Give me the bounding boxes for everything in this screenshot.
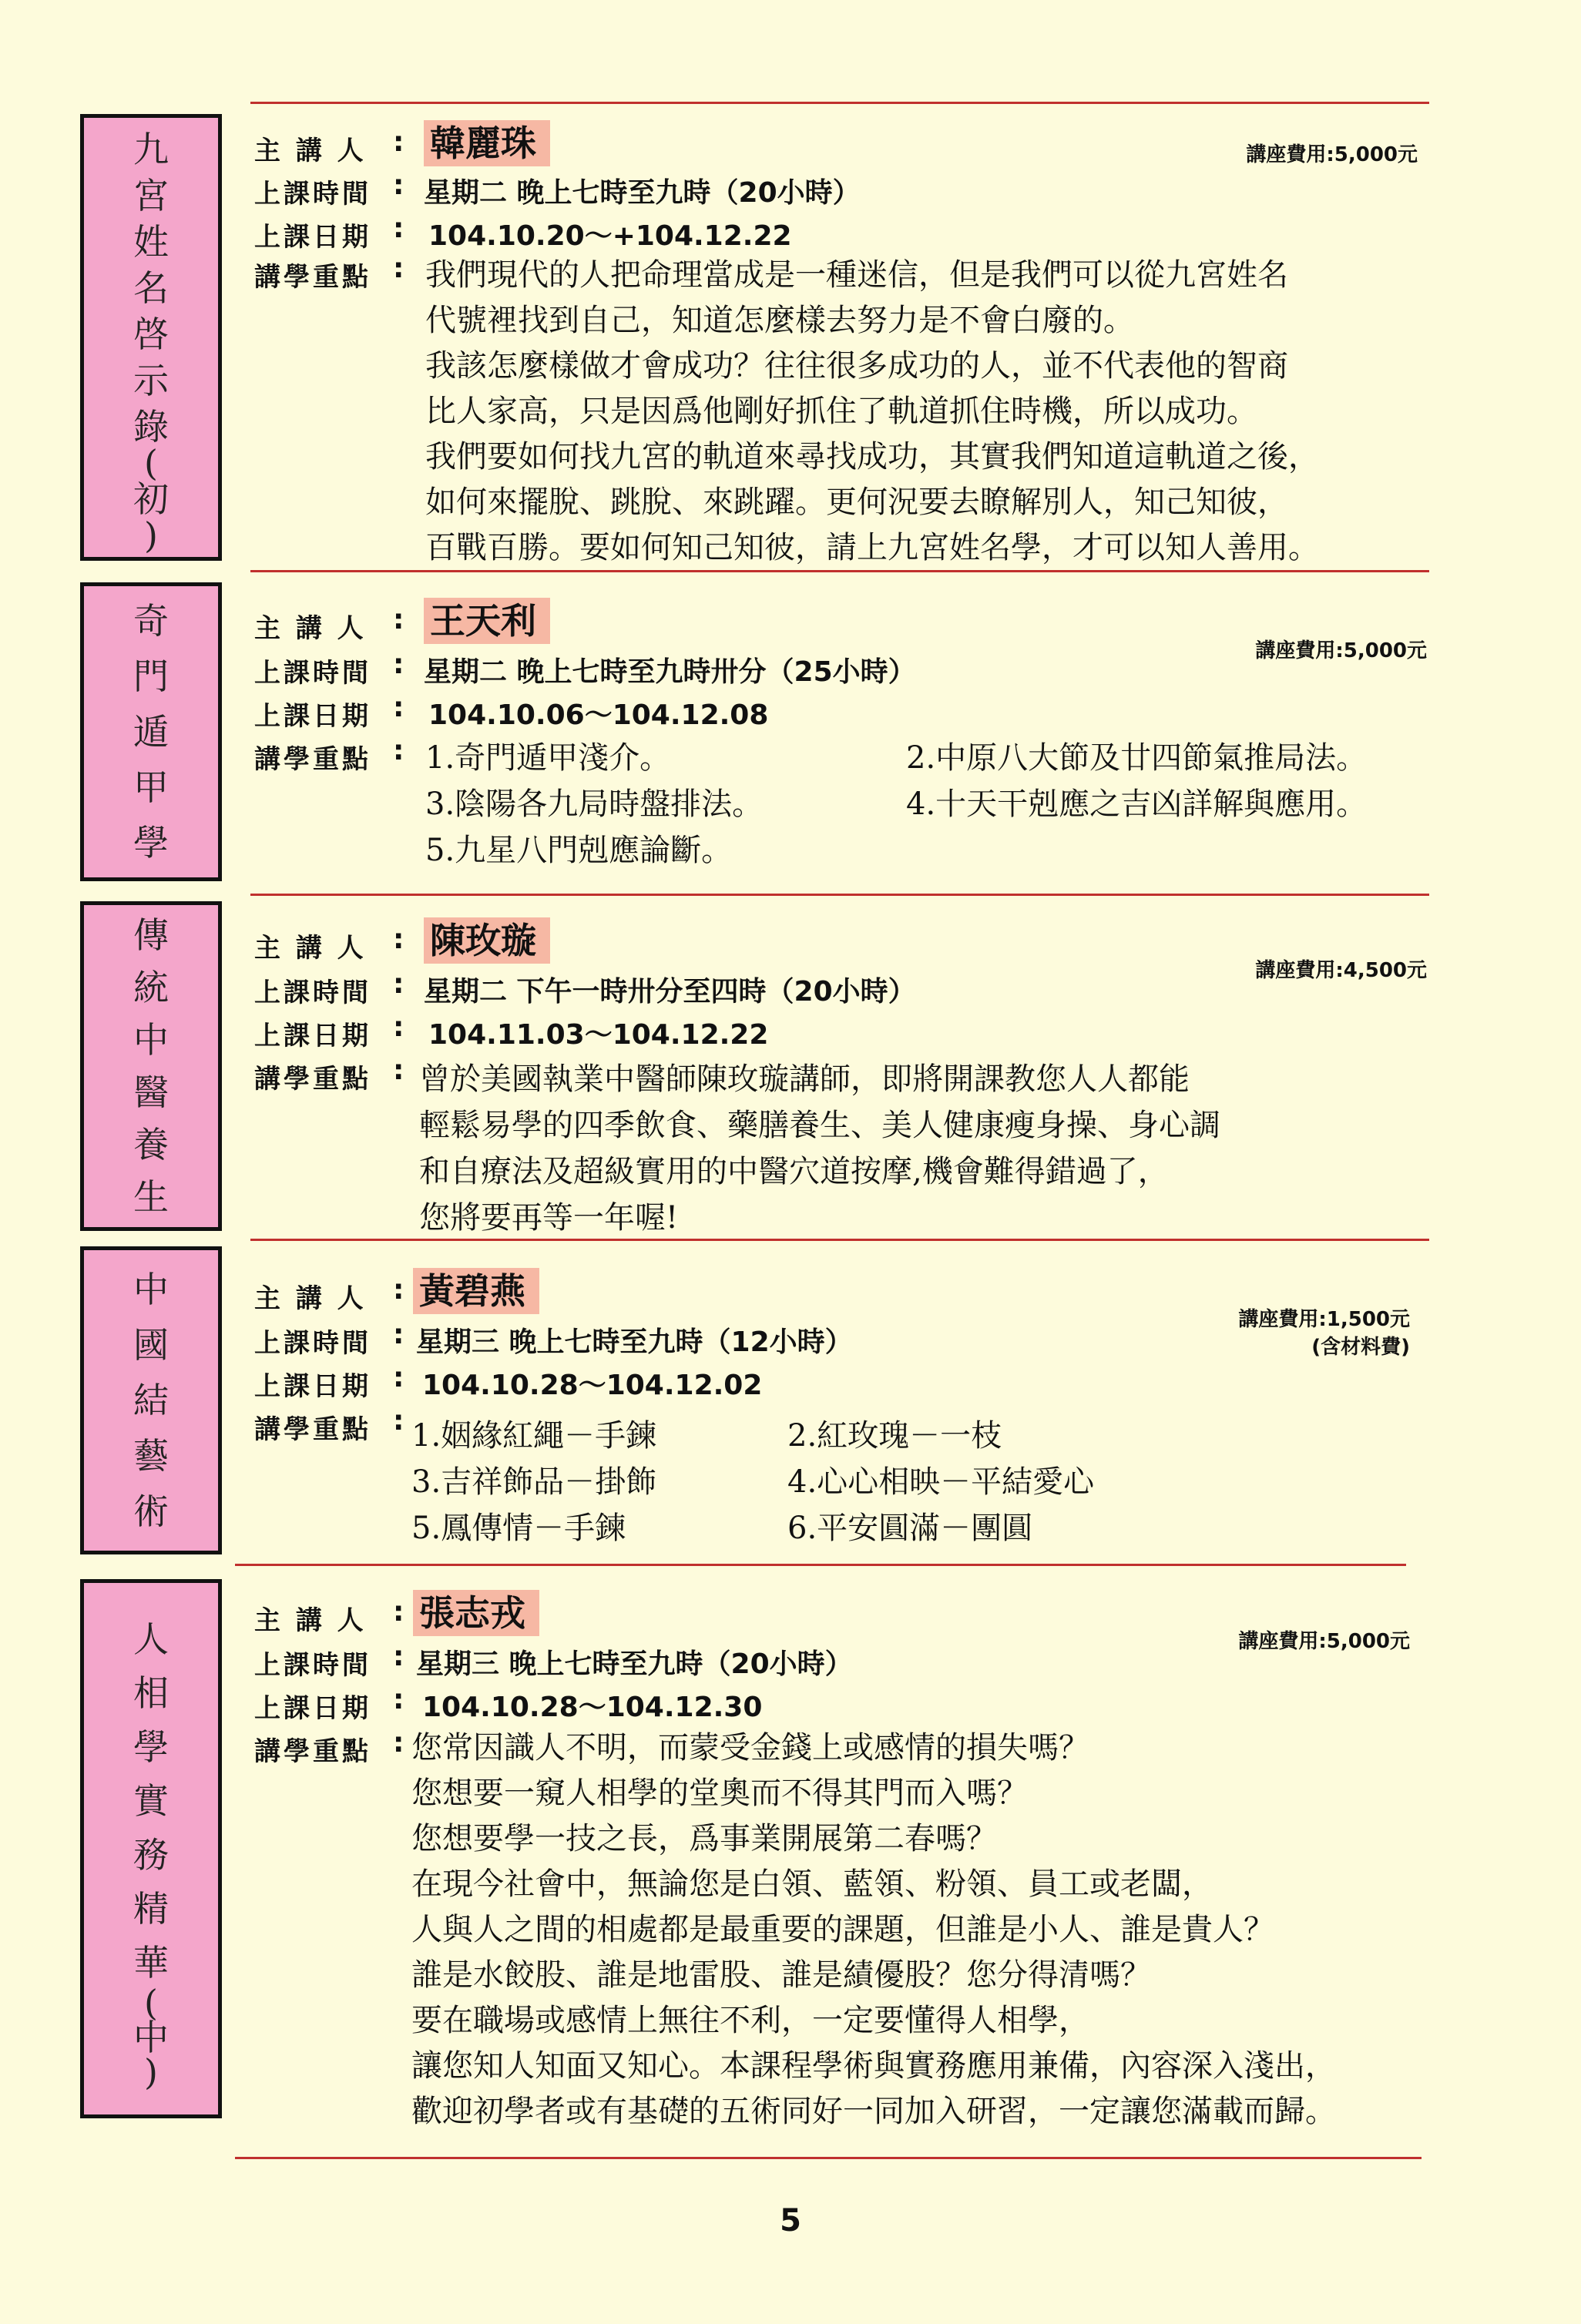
focus-item: 5.鳳傳情－手鍊 xyxy=(411,1511,626,1546)
date-label: 上課日期 xyxy=(254,1693,371,1724)
focus-line: 人與人之間的相處都是最重要的課題，但誰是小人、誰是貴人？ xyxy=(411,1912,1274,1947)
time-label: 上課時間 xyxy=(254,978,371,1008)
class-date: 104.10.20～+104.12.22 xyxy=(428,220,792,252)
focus-line: 您想要一窺人相學的堂奧而不得其門而入嗎？ xyxy=(411,1776,1028,1811)
colon: : xyxy=(393,1641,404,1672)
focus-line: 讓您知人知面又知心。本課程學術與實務應用兼備，內容深入淺出， xyxy=(411,2048,1336,2084)
course-fee: 講座費用:5,000元 xyxy=(1246,143,1418,166)
class-date: 104.10.06～104.12.08 xyxy=(428,699,769,731)
focus-line: 要在職場或感情上無往不利，一定要懂得人相學， xyxy=(411,2003,1089,2038)
title-char: 錄 xyxy=(133,406,169,448)
speaker-label: 主 講 人 xyxy=(254,136,367,166)
focus-item: 3.吉祥飾品－掛飾 xyxy=(411,1464,657,1500)
class-time: 星期三 晚上七時至九時（20小時） xyxy=(416,1648,853,1680)
course-fee: 講座費用:5,000元 xyxy=(1255,639,1427,662)
title-char: 養 xyxy=(133,1124,169,1165)
focus-line: 我們要如何找九宮的軌道來尋找成功，其實我們知道這軌道之後， xyxy=(425,439,1319,475)
title-char: ( xyxy=(144,1982,158,2024)
title-char: 藝 xyxy=(133,1435,169,1477)
colon: : xyxy=(393,604,404,635)
title-char: 術 xyxy=(133,1491,169,1532)
colon: : xyxy=(393,1684,404,1715)
focus-line: 在現今社會中，無論您是白領、藍領、粉領、員工或老闆， xyxy=(411,1866,1213,1902)
page-number: 5 xyxy=(780,2203,801,2238)
date-label: 上課日期 xyxy=(254,701,371,732)
focus-text xyxy=(425,253,1319,571)
focus-text xyxy=(411,1725,1336,2135)
title-char: 甲 xyxy=(133,766,169,808)
focus-item: 4.十天干剋應之吉凶詳解與應用。 xyxy=(906,786,1368,822)
course-title-sidebar xyxy=(80,114,222,561)
focus-item: 1.姻緣紅繩－手鍊 xyxy=(411,1418,657,1454)
focus-label: 講學重點 xyxy=(254,744,371,775)
speaker-label: 主 講 人 xyxy=(254,613,367,644)
class-time: 星期二 下午一時卅分至四時（20小時） xyxy=(424,976,916,1008)
title-char: 門 xyxy=(133,656,169,697)
focus-line: 和自療法及超級實用的中醫穴道按摩,機會難得錯過了， xyxy=(419,1154,1169,1189)
divider-rule xyxy=(250,102,1429,104)
course-section xyxy=(254,593,1533,886)
colon: : xyxy=(393,649,404,680)
date-label: 上課日期 xyxy=(254,1021,371,1051)
focus-line: 我們現代的人把命理當成是一種迷信，但是我們可以從九宮姓名 xyxy=(425,257,1288,293)
course-title-sidebar xyxy=(80,582,222,881)
course-title-sidebar xyxy=(80,1579,222,2118)
title-char: 生 xyxy=(133,1176,169,1218)
divider-rule xyxy=(235,2157,1422,2159)
colon: : xyxy=(393,1362,404,1393)
focus-item: 3.陰陽各九局時盤排法。 xyxy=(425,786,764,822)
course-title-sidebar xyxy=(80,1246,222,1554)
title-char: 傳 xyxy=(133,914,169,956)
course-section xyxy=(254,913,1533,1236)
title-char: 中 xyxy=(133,1269,169,1310)
class-date: 104.10.28～104.12.02 xyxy=(422,1370,763,1401)
class-date: 104.11.03～104.12.22 xyxy=(428,1019,769,1051)
focus-line: 曾於美國執業中醫師陳玫璇講師，即將開課教您人人都能 xyxy=(419,1061,1190,1097)
speaker-label: 主 講 人 xyxy=(254,933,367,964)
focus-label: 講學重點 xyxy=(254,1414,371,1445)
focus-label: 講學重點 xyxy=(254,262,371,293)
colon: : xyxy=(393,1596,404,1628)
title-char: 人 xyxy=(133,1618,169,1660)
focus-line: 代號裡找到自己，知道怎麼樣去努力是不會白廢的。 xyxy=(425,303,1134,338)
colon: : xyxy=(393,692,404,723)
colon: : xyxy=(393,253,404,284)
colon: : xyxy=(393,1011,404,1043)
speaker-name: 張志戎 xyxy=(413,1590,539,1636)
focus-label: 講學重點 xyxy=(254,1064,371,1095)
title-char: 醫 xyxy=(133,1071,169,1113)
title-char: 華 xyxy=(133,1942,169,1984)
course-fee: 講座費用:5,000元 xyxy=(1238,1630,1410,1653)
course-title-sidebar xyxy=(80,901,222,1231)
focus-text xyxy=(419,1056,1220,1241)
title-char: 遁 xyxy=(133,711,169,753)
class-time: 星期三 晚上七時至九時（12小時） xyxy=(416,1326,853,1358)
title-char: 中 xyxy=(133,2017,169,2058)
colon: : xyxy=(393,169,404,201)
focus-line: 您將要再等一年喔! xyxy=(419,1200,679,1236)
course-section xyxy=(254,1263,1533,1564)
title-char: 姓 xyxy=(133,221,169,263)
focus-item: 2.紅玫瑰－一枝 xyxy=(787,1418,1002,1454)
speaker-name: 王天利 xyxy=(424,598,550,644)
date-label: 上課日期 xyxy=(254,1371,371,1402)
colon: : xyxy=(393,924,404,955)
focus-item: 5.九星八門剋應論斷。 xyxy=(425,833,733,868)
time-label: 上課時間 xyxy=(254,1650,371,1681)
title-char: 九 xyxy=(133,129,169,170)
divider-rule xyxy=(235,1564,1406,1566)
course-section xyxy=(254,116,1533,565)
colon: : xyxy=(393,1727,404,1759)
speaker-label: 主 講 人 xyxy=(254,1605,367,1636)
class-time: 星期二 晚上七時至九時（20小時） xyxy=(424,177,861,209)
time-label: 上課時間 xyxy=(254,1328,371,1359)
title-char: 宮 xyxy=(133,175,169,216)
time-label: 上課時間 xyxy=(254,658,371,689)
title-char: 相 xyxy=(133,1672,169,1714)
course-section xyxy=(254,1585,1533,2155)
title-char: 中 xyxy=(133,1019,169,1061)
speaker-name: 陳玫璇 xyxy=(424,917,550,964)
colon: : xyxy=(393,735,404,766)
title-char: ( xyxy=(144,442,158,484)
colon: : xyxy=(393,1274,404,1306)
focus-line: 我該怎麼樣做才會成功？往往很多成功的人，並不代表他的智商 xyxy=(425,348,1288,384)
course-fee: 講座費用:4,500元 xyxy=(1255,959,1427,982)
focus-line: 輕鬆易學的四季飲食、藥膳養生、美人健康瘦身操、身心調 xyxy=(419,1108,1220,1143)
title-char: 務 xyxy=(133,1834,169,1876)
title-char: 啓 xyxy=(133,314,169,355)
speaker-name: 韓麗珠 xyxy=(424,120,550,166)
title-char: 名 xyxy=(133,267,169,309)
focus-line: 歡迎初學者或有基礎的五術同好一同加入研習，一定讓您滿載而歸。 xyxy=(411,2094,1336,2129)
focus-line: 比人家高，只是因爲他剛好抓住了軌道抓住時機，所以成功。 xyxy=(425,394,1257,429)
title-char: 國 xyxy=(133,1324,169,1366)
colon: : xyxy=(393,1405,404,1437)
speaker-name: 黃碧燕 xyxy=(413,1268,539,1314)
date-label: 上課日期 xyxy=(254,222,371,253)
focus-line: 誰是水餃股、誰是地雷股、誰是績優股？您分得清嗎？ xyxy=(411,1957,1151,1993)
title-char: 學 xyxy=(133,1726,169,1768)
title-char: 示 xyxy=(133,360,169,401)
focus-line: 百戰百勝。要如何知己知彼，請上九宮姓名學，才可以知人善用。 xyxy=(425,530,1319,565)
title-char: 實 xyxy=(133,1780,169,1822)
title-char: 結 xyxy=(133,1380,169,1421)
focus-item: 4.心心相映－平結愛心 xyxy=(787,1464,1095,1500)
title-char: 初 xyxy=(133,478,169,520)
title-char: 精 xyxy=(133,1888,169,1930)
colon: : xyxy=(393,1055,404,1086)
speaker-label: 主 講 人 xyxy=(254,1283,367,1314)
fee-note: (含材料費) xyxy=(1311,1336,1410,1359)
focus-item: 1.奇門遁甲淺介。 xyxy=(425,740,671,776)
focus-line: 您想要學一技之長，爲事業開展第二春嗎？ xyxy=(411,1821,997,1856)
class-time: 星期二 晚上七時至九時卅分（25小時） xyxy=(424,656,916,688)
time-label: 上課時間 xyxy=(254,179,371,210)
focus-item: 6.平安圓滿－團圓 xyxy=(787,1511,1033,1546)
course-fee: 講座費用:1,500元 xyxy=(1238,1308,1410,1331)
colon: : xyxy=(393,968,404,1000)
colon: : xyxy=(393,1319,404,1350)
divider-rule xyxy=(250,894,1429,896)
title-char: ) xyxy=(144,2051,158,2093)
colon: : xyxy=(393,213,404,244)
focus-line: 如何來擺脫、跳脫、來跳躍。更何況要去瞭解別人，知己知彼， xyxy=(425,485,1288,520)
focus-line: 您常因識人不明，而蒙受金錢上或感情的損失嗎？ xyxy=(411,1730,1089,1766)
focus-label: 講學重點 xyxy=(254,1736,371,1767)
class-date: 104.10.28～104.12.30 xyxy=(422,1692,763,1723)
colon: : xyxy=(393,126,404,158)
title-char: 學 xyxy=(133,822,169,864)
title-char: ) xyxy=(144,515,158,556)
focus-item: 2.中原八大節及廿四節氣推局法。 xyxy=(906,740,1368,776)
title-char: 統 xyxy=(133,967,169,1008)
title-char: 奇 xyxy=(133,600,169,642)
